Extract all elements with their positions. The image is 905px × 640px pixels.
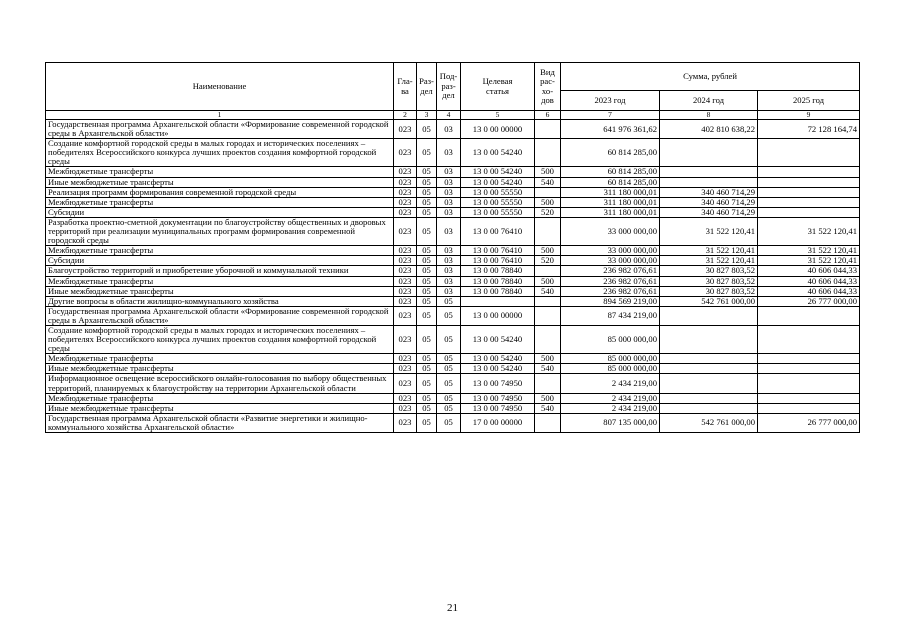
row-vid	[535, 187, 561, 197]
row-glava: 023	[394, 354, 417, 364]
header-vid: Вид рас- хо- дов	[535, 63, 561, 111]
table-row	[46, 246, 860, 256]
row-vid	[535, 306, 561, 325]
header-razdel: Раз- дел	[417, 63, 437, 111]
row-target: 13 0 00 54240	[461, 177, 535, 187]
row-sum-2025: 31 522 120,41	[758, 217, 860, 245]
row-name: Создание комфортной городской среды в малых городах и исторических поселениях – победителях Всероссийского конкурса лучших проектов создания комфортной городской среды	[46, 139, 394, 167]
table-row	[46, 286, 860, 296]
row-podrazdel: 05	[437, 403, 461, 413]
row-sum-2023: 85 000 000,00	[561, 325, 660, 353]
row-podrazdel: 05	[437, 306, 461, 325]
row-sum-2024: 30 827 803,52	[660, 286, 758, 296]
table-row	[46, 354, 860, 364]
row-razdel: 05	[417, 246, 437, 256]
row-name: Иные межбюджетные трансферты	[46, 403, 394, 413]
row-podrazdel: 03	[437, 246, 461, 256]
row-sum-2024	[660, 306, 758, 325]
row-vid: 540	[535, 364, 561, 374]
row-sum-2024: 542 761 000,00	[660, 296, 758, 306]
row-sum-2024	[660, 167, 758, 177]
row-target: 13 0 00 78840	[461, 266, 535, 276]
row-sum-2023: 33 000 000,00	[561, 246, 660, 256]
row-target: 13 0 00 76410	[461, 256, 535, 266]
row-vid	[535, 374, 561, 393]
table-row	[46, 187, 860, 197]
row-name: Межбюджетные трансферты	[46, 197, 394, 207]
row-sum-2025	[758, 354, 860, 364]
row-glava: 023	[394, 286, 417, 296]
row-glava: 023	[394, 306, 417, 325]
row-glava: 023	[394, 120, 417, 139]
row-sum-2024: 31 522 120,41	[660, 246, 758, 256]
row-podrazdel: 03	[437, 167, 461, 177]
row-sum-2023: 236 982 076,61	[561, 266, 660, 276]
table-row	[46, 207, 860, 217]
row-sum-2025	[758, 207, 860, 217]
row-sum-2024: 30 827 803,52	[660, 266, 758, 276]
row-razdel: 05	[417, 374, 437, 393]
row-sum-2024	[660, 325, 758, 353]
row-sum-2024: 340 460 714,29	[660, 207, 758, 217]
row-razdel: 05	[417, 403, 437, 413]
row-razdel: 05	[417, 296, 437, 306]
row-target: 13 0 00 74950	[461, 374, 535, 393]
row-podrazdel: 03	[437, 187, 461, 197]
row-podrazdel: 05	[437, 354, 461, 364]
row-razdel: 05	[417, 187, 437, 197]
row-glava: 023	[394, 413, 417, 432]
row-name: Реализация программ формирования современной городской среды	[46, 187, 394, 197]
row-sum-2023: 60 814 285,00	[561, 139, 660, 167]
colnum-1: 1	[46, 111, 394, 120]
table-row	[46, 276, 860, 286]
colnum-5: 5	[461, 111, 535, 120]
row-sum-2025: 40 606 044,33	[758, 276, 860, 286]
colnum-9: 9	[758, 111, 860, 120]
row-sum-2024	[660, 393, 758, 403]
row-target: 13 0 00 74950	[461, 393, 535, 403]
row-sum-2023: 311 180 000,01	[561, 197, 660, 207]
row-razdel: 05	[417, 413, 437, 432]
row-podrazdel: 05	[437, 364, 461, 374]
row-sum-2023: 236 982 076,61	[561, 276, 660, 286]
row-sum-2024	[660, 177, 758, 187]
table-row	[46, 177, 860, 187]
row-razdel: 05	[417, 364, 437, 374]
row-razdel: 05	[417, 120, 437, 139]
table-row	[46, 139, 860, 167]
row-vid	[535, 266, 561, 276]
row-podrazdel: 03	[437, 266, 461, 276]
row-name: Государственная программа Архангельской области «Формирование современной городской среды в Архангельской области»	[46, 306, 394, 325]
row-sum-2024: 542 761 000,00	[660, 413, 758, 432]
row-glava: 023	[394, 266, 417, 276]
table-row	[46, 306, 860, 325]
row-podrazdel: 05	[437, 325, 461, 353]
row-razdel: 05	[417, 139, 437, 167]
row-name: Межбюджетные трансферты	[46, 246, 394, 256]
row-razdel: 05	[417, 393, 437, 403]
row-sum-2024: 31 522 120,41	[660, 256, 758, 266]
row-sum-2025	[758, 167, 860, 177]
row-sum-2024: 340 460 714,29	[660, 197, 758, 207]
row-razdel: 05	[417, 167, 437, 177]
row-podrazdel: 03	[437, 139, 461, 167]
table-row	[46, 167, 860, 177]
table-row	[46, 296, 860, 306]
colnum-2: 2	[394, 111, 417, 120]
row-razdel: 05	[417, 197, 437, 207]
row-vid	[535, 120, 561, 139]
row-name: Субсидии	[46, 256, 394, 266]
row-sum-2023: 87 434 219,00	[561, 306, 660, 325]
row-glava: 023	[394, 139, 417, 167]
row-vid: 500	[535, 167, 561, 177]
row-glava: 023	[394, 177, 417, 187]
row-glava: 023	[394, 217, 417, 245]
row-vid	[535, 296, 561, 306]
row-glava: 023	[394, 374, 417, 393]
table-row	[46, 120, 860, 139]
colnum-3: 3	[417, 111, 437, 120]
row-sum-2024: 402 810 638,22	[660, 120, 758, 139]
row-vid	[535, 413, 561, 432]
row-vid: 540	[535, 403, 561, 413]
row-podrazdel: 03	[437, 286, 461, 296]
row-podrazdel: 03	[437, 177, 461, 187]
row-target: 13 0 00 54240	[461, 325, 535, 353]
row-sum-2023: 2 434 219,00	[561, 374, 660, 393]
header-sum: Сумма, рублей	[561, 63, 860, 91]
page-number: 21	[447, 602, 458, 614]
row-target: 13 0 00 54240	[461, 354, 535, 364]
row-razdel: 05	[417, 306, 437, 325]
table-row	[46, 197, 860, 207]
table-row	[46, 325, 860, 353]
header-target: Целевая статья	[461, 63, 535, 111]
row-target: 13 0 00 74950	[461, 403, 535, 413]
row-sum-2025	[758, 197, 860, 207]
colnum-8: 8	[660, 111, 758, 120]
row-vid: 540	[535, 177, 561, 187]
row-vid: 500	[535, 276, 561, 286]
row-name: Межбюджетные трансферты	[46, 354, 394, 364]
row-name: Межбюджетные трансферты	[46, 276, 394, 286]
table-row	[46, 266, 860, 276]
row-target: 13 0 00 00000	[461, 120, 535, 139]
row-glava: 023	[394, 167, 417, 177]
row-name: Государственная программа Архангельской области «Формирование современной городской среды в Архангельской области»	[46, 120, 394, 139]
row-podrazdel: 05	[437, 374, 461, 393]
header-2024: 2024 год	[660, 91, 758, 111]
row-vid: 520	[535, 207, 561, 217]
row-name: Иные межбюджетные трансферты	[46, 177, 394, 187]
row-target: 13 0 00 78840	[461, 286, 535, 296]
row-name: Государственная программа Архангельской области «Развитие энергетики и жилищно-коммунального хозяйства Архангельской области»	[46, 413, 394, 432]
row-sum-2023: 641 976 361,62	[561, 120, 660, 139]
table-row	[46, 403, 860, 413]
row-glava: 023	[394, 256, 417, 266]
row-sum-2025	[758, 139, 860, 167]
table-row	[46, 364, 860, 374]
row-name: Иные межбюджетные трансферты	[46, 364, 394, 374]
row-glava: 023	[394, 276, 417, 286]
row-sum-2024	[660, 403, 758, 413]
header-2025: 2025 год	[758, 91, 860, 111]
row-sum-2025	[758, 364, 860, 374]
header-name: Наименование	[46, 63, 394, 111]
row-sum-2025: 26 777 000,00	[758, 296, 860, 306]
row-target: 13 0 00 55550	[461, 207, 535, 217]
row-name: Разработка проектно-сметной документации по благоустройству общественных и дворовых территорий при реализации муниципальных программ формирования современной городской среды	[46, 217, 394, 245]
row-glava: 023	[394, 403, 417, 413]
row-sum-2025: 31 522 120,41	[758, 246, 860, 256]
row-razdel: 05	[417, 217, 437, 245]
row-razdel: 05	[417, 266, 437, 276]
row-name: Другие вопросы в области жилищно-коммунального хозяйства	[46, 296, 394, 306]
row-vid	[535, 325, 561, 353]
row-razdel: 05	[417, 286, 437, 296]
row-sum-2025: 40 606 044,33	[758, 286, 860, 296]
row-sum-2023: 60 814 285,00	[561, 167, 660, 177]
table-row	[46, 256, 860, 266]
row-vid: 520	[535, 256, 561, 266]
row-sum-2025	[758, 374, 860, 393]
row-sum-2023: 2 434 219,00	[561, 403, 660, 413]
row-sum-2025: 31 522 120,41	[758, 256, 860, 266]
colnum-4: 4	[437, 111, 461, 120]
row-podrazdel: 03	[437, 256, 461, 266]
row-target: 13 0 00 55550	[461, 187, 535, 197]
row-name: Благоустройство территорий и приобретение уборочной и коммунальной техники	[46, 266, 394, 276]
row-sum-2023: 894 569 219,00	[561, 296, 660, 306]
row-razdel: 05	[417, 354, 437, 364]
row-glava: 023	[394, 325, 417, 353]
row-sum-2024	[660, 374, 758, 393]
row-podrazdel: 05	[437, 413, 461, 432]
row-sum-2024: 340 460 714,29	[660, 187, 758, 197]
row-target: 17 0 00 00000	[461, 413, 535, 432]
row-target: 13 0 00 76410	[461, 217, 535, 245]
row-vid: 500	[535, 393, 561, 403]
row-name: Создание комфортной городской среды в малых городах и исторических поселениях – победителях Всероссийского конкурса лучших проектов создания комфортной городской среды	[46, 325, 394, 353]
table-row	[46, 413, 860, 432]
row-target	[461, 296, 535, 306]
row-sum-2023: 85 000 000,00	[561, 364, 660, 374]
row-vid: 500	[535, 197, 561, 207]
row-sum-2024: 31 522 120,41	[660, 217, 758, 245]
row-sum-2025	[758, 403, 860, 413]
row-target: 13 0 00 00000	[461, 306, 535, 325]
row-sum-2024	[660, 139, 758, 167]
row-target: 13 0 00 54240	[461, 139, 535, 167]
row-sum-2023: 60 814 285,00	[561, 177, 660, 187]
row-vid: 540	[535, 286, 561, 296]
row-podrazdel: 03	[437, 120, 461, 139]
row-glava: 023	[394, 246, 417, 256]
row-vid	[535, 139, 561, 167]
table-row	[46, 217, 860, 245]
colnum-7: 7	[561, 111, 660, 120]
row-target: 13 0 00 76410	[461, 246, 535, 256]
row-sum-2023: 33 000 000,00	[561, 217, 660, 245]
row-glava: 023	[394, 393, 417, 403]
row-sum-2025	[758, 325, 860, 353]
row-target: 13 0 00 78840	[461, 276, 535, 286]
row-name: Межбюджетные трансферты	[46, 393, 394, 403]
header-2023: 2023 год	[561, 91, 660, 111]
row-sum-2023: 311 180 000,01	[561, 207, 660, 217]
row-name: Информационное освещение всероссийского онлайн-голосования по выбору общественных территорий, планируемых к благоустройству на территории Архангельской области	[46, 374, 394, 393]
row-sum-2025: 40 606 044,33	[758, 266, 860, 276]
row-name: Межбюджетные трансферты	[46, 167, 394, 177]
row-vid	[535, 217, 561, 245]
row-name: Иные межбюджетные трансферты	[46, 286, 394, 296]
row-razdel: 05	[417, 207, 437, 217]
row-vid: 500	[535, 246, 561, 256]
row-sum-2024: 30 827 803,52	[660, 276, 758, 286]
row-target: 13 0 00 54240	[461, 167, 535, 177]
table-row	[46, 374, 860, 393]
header-glava: Гла- ва	[394, 63, 417, 111]
row-razdel: 05	[417, 256, 437, 266]
row-sum-2023: 2 434 219,00	[561, 393, 660, 403]
row-sum-2024	[660, 354, 758, 364]
row-glava: 023	[394, 296, 417, 306]
row-sum-2023: 311 180 000,01	[561, 187, 660, 197]
header-podrazdel: Под- раз- дел	[437, 63, 461, 111]
row-sum-2025	[758, 187, 860, 197]
row-podrazdel: 05	[437, 296, 461, 306]
row-sum-2025: 26 777 000,00	[758, 413, 860, 432]
row-sum-2023: 807 135 000,00	[561, 413, 660, 432]
row-target: 13 0 00 54240	[461, 364, 535, 374]
row-target: 13 0 00 55550	[461, 197, 535, 207]
table-row	[46, 393, 860, 403]
row-sum-2025	[758, 306, 860, 325]
row-name: Субсидии	[46, 207, 394, 217]
row-sum-2025	[758, 177, 860, 187]
row-sum-2025: 72 128 164,74	[758, 120, 860, 139]
row-glava: 023	[394, 187, 417, 197]
table-body	[46, 120, 860, 433]
row-razdel: 05	[417, 325, 437, 353]
row-podrazdel: 03	[437, 217, 461, 245]
row-sum-2023: 85 000 000,00	[561, 354, 660, 364]
row-sum-2025	[758, 393, 860, 403]
row-podrazdel: 03	[437, 276, 461, 286]
row-razdel: 05	[417, 177, 437, 187]
row-podrazdel: 03	[437, 197, 461, 207]
row-vid: 500	[535, 354, 561, 364]
row-glava: 023	[394, 207, 417, 217]
row-glava: 023	[394, 197, 417, 207]
row-glava: 023	[394, 364, 417, 374]
row-podrazdel: 05	[437, 393, 461, 403]
row-sum-2023: 33 000 000,00	[561, 256, 660, 266]
row-sum-2023: 236 982 076,61	[561, 286, 660, 296]
row-podrazdel: 03	[437, 207, 461, 217]
row-sum-2024	[660, 364, 758, 374]
row-razdel: 05	[417, 276, 437, 286]
budget-table	[45, 62, 860, 433]
colnum-6: 6	[535, 111, 561, 120]
